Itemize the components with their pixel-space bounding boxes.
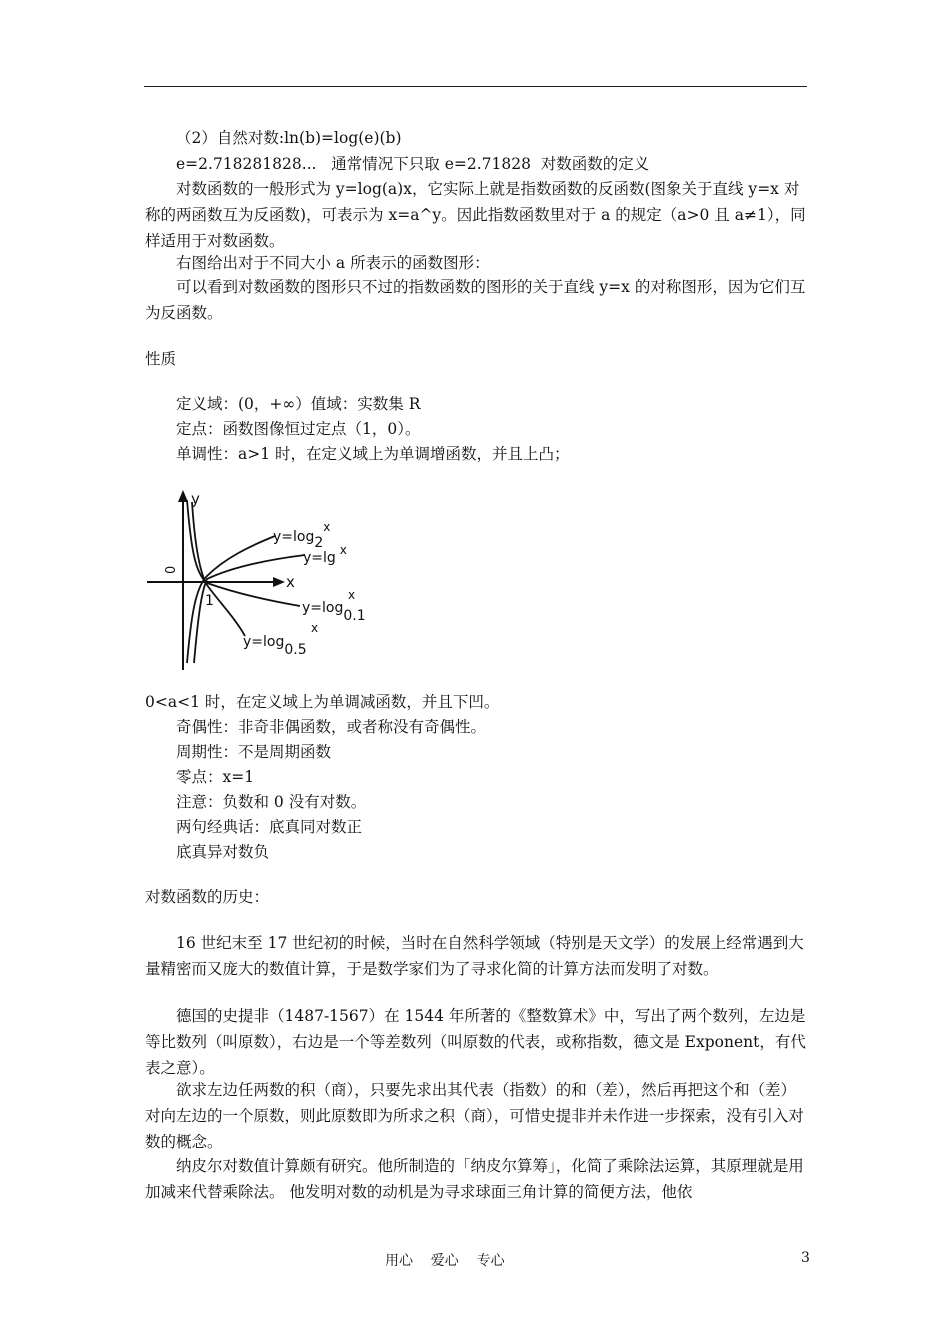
paragraph: 定义域：(0，+∞）值域：实数集 R [176, 395, 421, 413]
y-axis-label: y [191, 490, 200, 508]
paragraph: 奇偶性：非奇非偶函数，或者称没有奇偶性。 [176, 718, 487, 736]
paragraph: 欲求左边任两数的积（商），只要先求出其代表（指数）的和（差），然后再把这个和（差）对向左边的一个原数，则此原数即为所求之积（商），可惜史提非并未作进一步探索，没有引入对数的概念。 [145, 1081, 804, 1151]
paragraph: e=2.718281828... 通常情况下只取 e=2.71828 对数函数的定义 [176, 155, 650, 173]
paragraph: 对数函数的一般形式为 y=log(a)x，它实际上就是指数函数的反函数(图象关于直线 y=x 对称的两函数互为反函数)，可表示为 x=a^y。因此指数函数里对于 a 的规定（a>0 且 a≠1），同样适用于对数函数。 [145, 180, 806, 250]
origin-label: 0 [164, 565, 179, 574]
x-axis-label: x [286, 573, 295, 591]
paragraph: 0<a<1 时，在定义域上为单调减函数，并且下凹。 [145, 693, 500, 711]
paragraph: 单调性：a>1 时，在定义域上为单调增函数，并且上凸； [176, 445, 570, 463]
paragraph: 零点：x=1 [176, 768, 255, 786]
paragraph: 底真异对数负 [176, 843, 270, 861]
section-heading: 性质 [145, 350, 177, 368]
label-lg: y=lg x [303, 543, 347, 566]
paragraph: 注意：负数和 0 没有对数。 [176, 793, 367, 811]
label-log01: y=log0.1x [302, 588, 366, 624]
paragraph: 周期性：不是周期函数 [176, 743, 332, 761]
paragraph: （2）自然对数:ln(b)=log(e)(b) [176, 129, 402, 147]
page-number: 3 [801, 1250, 810, 1266]
paragraph: 两句经典话：底真同对数正 [176, 818, 363, 836]
label-log2: y=log2x [273, 520, 331, 551]
paragraph: 定点：函数图像恒过定点（1，0）。 [176, 420, 421, 438]
paragraph: 16 世纪末至 17 世纪初的时候，当时在自然科学领域（特别是天文学）的发展上经常遇到大量精密而又庞大的数值计算，于是数学家们为了寻求化简的计算方法而发明了对数。 [145, 934, 804, 978]
paragraph: 右图给出对于不同大小 a 所表示的函数图形： [176, 254, 490, 272]
header-rule [144, 86, 807, 87]
paragraph: 可以看到对数函数的图形只不过的指数函数的图形的关于直线 y=x 的对称图形，因为它们互为反函数。 [145, 278, 806, 322]
label-log05: y=log0.5x [243, 621, 319, 658]
point-one-label: 1 [205, 593, 214, 609]
log-function-graph [145, 488, 380, 673]
footer-motto: 用心 爱心 专心 [385, 1253, 505, 1269]
curve-log05 [192, 502, 245, 636]
paragraph: 德国的史提非（1487-1567）在 1544 年所著的《整数算术》中，写出了两个数列，左边是等比数列（叫原数），右边是一个等差数列（叫原数的代表，或称指数，德文是 Exponent，有代表之意）。 [145, 1007, 806, 1077]
paragraph: 纳皮尔对数值计算颇有研究。他所制造的「纳皮尔算筹」，化简了乘除法运算，其原理就是用加减来代替乘除法。 他发明对数的动机是为寻求球面三角计算的简便方法，他依 [145, 1157, 804, 1201]
section-heading: 对数函数的历史： [145, 888, 270, 906]
x-axis-arrow [273, 577, 285, 587]
